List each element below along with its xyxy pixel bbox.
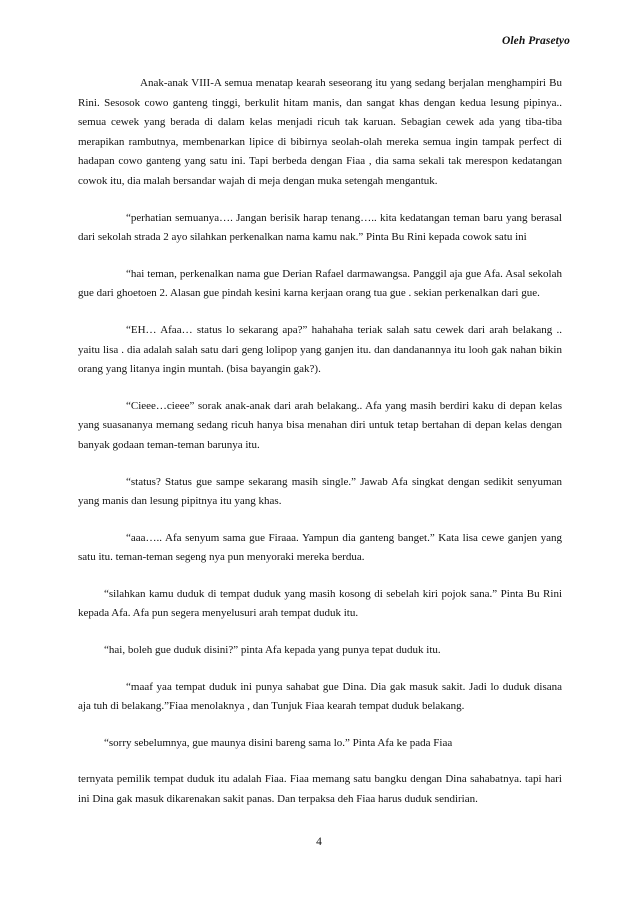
paragraph: “EH… Afaa… status lo sekarang apa?” hahahaha teriak salah satu cewek dari arah belakang .. yaitu lisa . dia adalah salah satu dari geng lolipop yang ganjen itu. dan dandanannya itu looh gak nahan bikin orang yang litanya ingin muntah. (bisa bayangin gak?).	[78, 323, 562, 376]
paragraph: “hai, boleh gue duduk disini?” pinta Afa kepada yang punya tepat duduk itu.	[104, 644, 441, 657]
paragraph: “maaf yaa tempat duduk ini punya sahabat gue Dina. Dia gak masuk sakit. Jadi lo duduk disana aja tuh di belakang.”Fiaa menolaknya , dan Tunjuk Fiaa kearah tempat duduk belakang.	[78, 680, 562, 713]
paragraph: “sorry sebelumnya, gue maunya disini bareng sama lo.” Pinta Afa ke pada Fiaa	[104, 736, 453, 749]
paragraph: “perhatian semuanya…. Jangan berisik harap tenang….. kita kedatangan teman baru yang berasal dari sekolah strada 2 ayo silahkan perkenalkan nama kamu nak.” Pinta Bu Rini kepada cowok satu ini	[78, 211, 562, 244]
paragraph: “aaa….. Afa senyum sama gue Firaaa. Yampun dia ganteng banget.” Kata lisa cewe ganjen yang satu itu. teman-teman segeng nya pun menyoraki mereka berdua.	[78, 531, 562, 564]
paragraph: ternyata pemilik tempat duduk itu adalah Fiaa. Fiaa memang satu bangku dengan Dina sahabatnya. tapi hari ini Dina gak masuk dikarenakan sakit panas. Dan terpaksa deh Fiaa harus duduk sendirian.	[78, 773, 562, 806]
paragraph: “hai teman, perkenalkan nama gue Derian Rafael darmawangsa. Panggil aja gue Afa. Asal sekolah gue dari ghoetoen 2. Alasan gue pindah kesini karna kerjaan orang tua gue . sekian perkenalkan dari gue.	[78, 267, 562, 300]
story-body	[78, 74, 562, 827]
paragraph: Anak-anak VIII-A semua menatap kearah seseorang itu yang sedang berjalan menghampiri Bu Rini. Sesosok cowo ganteng tinggi, berkulit hitam manis, dan sangat khas dengan kedua lesung pipinya.. semua cewek yang berada di dalam kelas menjadi ricuh tak karuan. Sebagian cewek ada yang tiba-tiba merapikan rambutnya, membenarkan lipice di bibirnya seolah-olah mereka semua ingin tampak perfect di hadapan cowo ganteng yang satu ini. Tapi berbeda dengan Fiaa , dia sama sekali tak merespon kedatangan cowok itu, dia malah bersandar wajah di meja dengan muka setengah mengantuk.	[78, 77, 562, 187]
page-number: 4	[316, 836, 322, 848]
paragraph: “Cieee…cieee” sorak anak-anak dari arah belakang.. Afa yang masih berdiri kaku di depan kelas yang suasananya memang sedang ricuh hanya bisa menahan diri untuk tetap bertahan di depan kelas dengan banyak godaan teman-teman barunya itu.	[78, 399, 562, 451]
author-header: Oleh Prasetyo	[501, 35, 570, 47]
paragraph: “silahkan kamu duduk di tempat duduk yang masih kosong di sebelah kiri pojok sana.” Pinta Bu Rini kepada Afa. Afa pun segera menyelusuri arah tempat duduk itu.	[78, 587, 562, 620]
paragraph: “status? Status gue sampe sekarang masih single.” Jawab Afa singkat dengan sedikit senyuman yang manis dan lesung pipitnya itu yang khas.	[78, 475, 562, 508]
